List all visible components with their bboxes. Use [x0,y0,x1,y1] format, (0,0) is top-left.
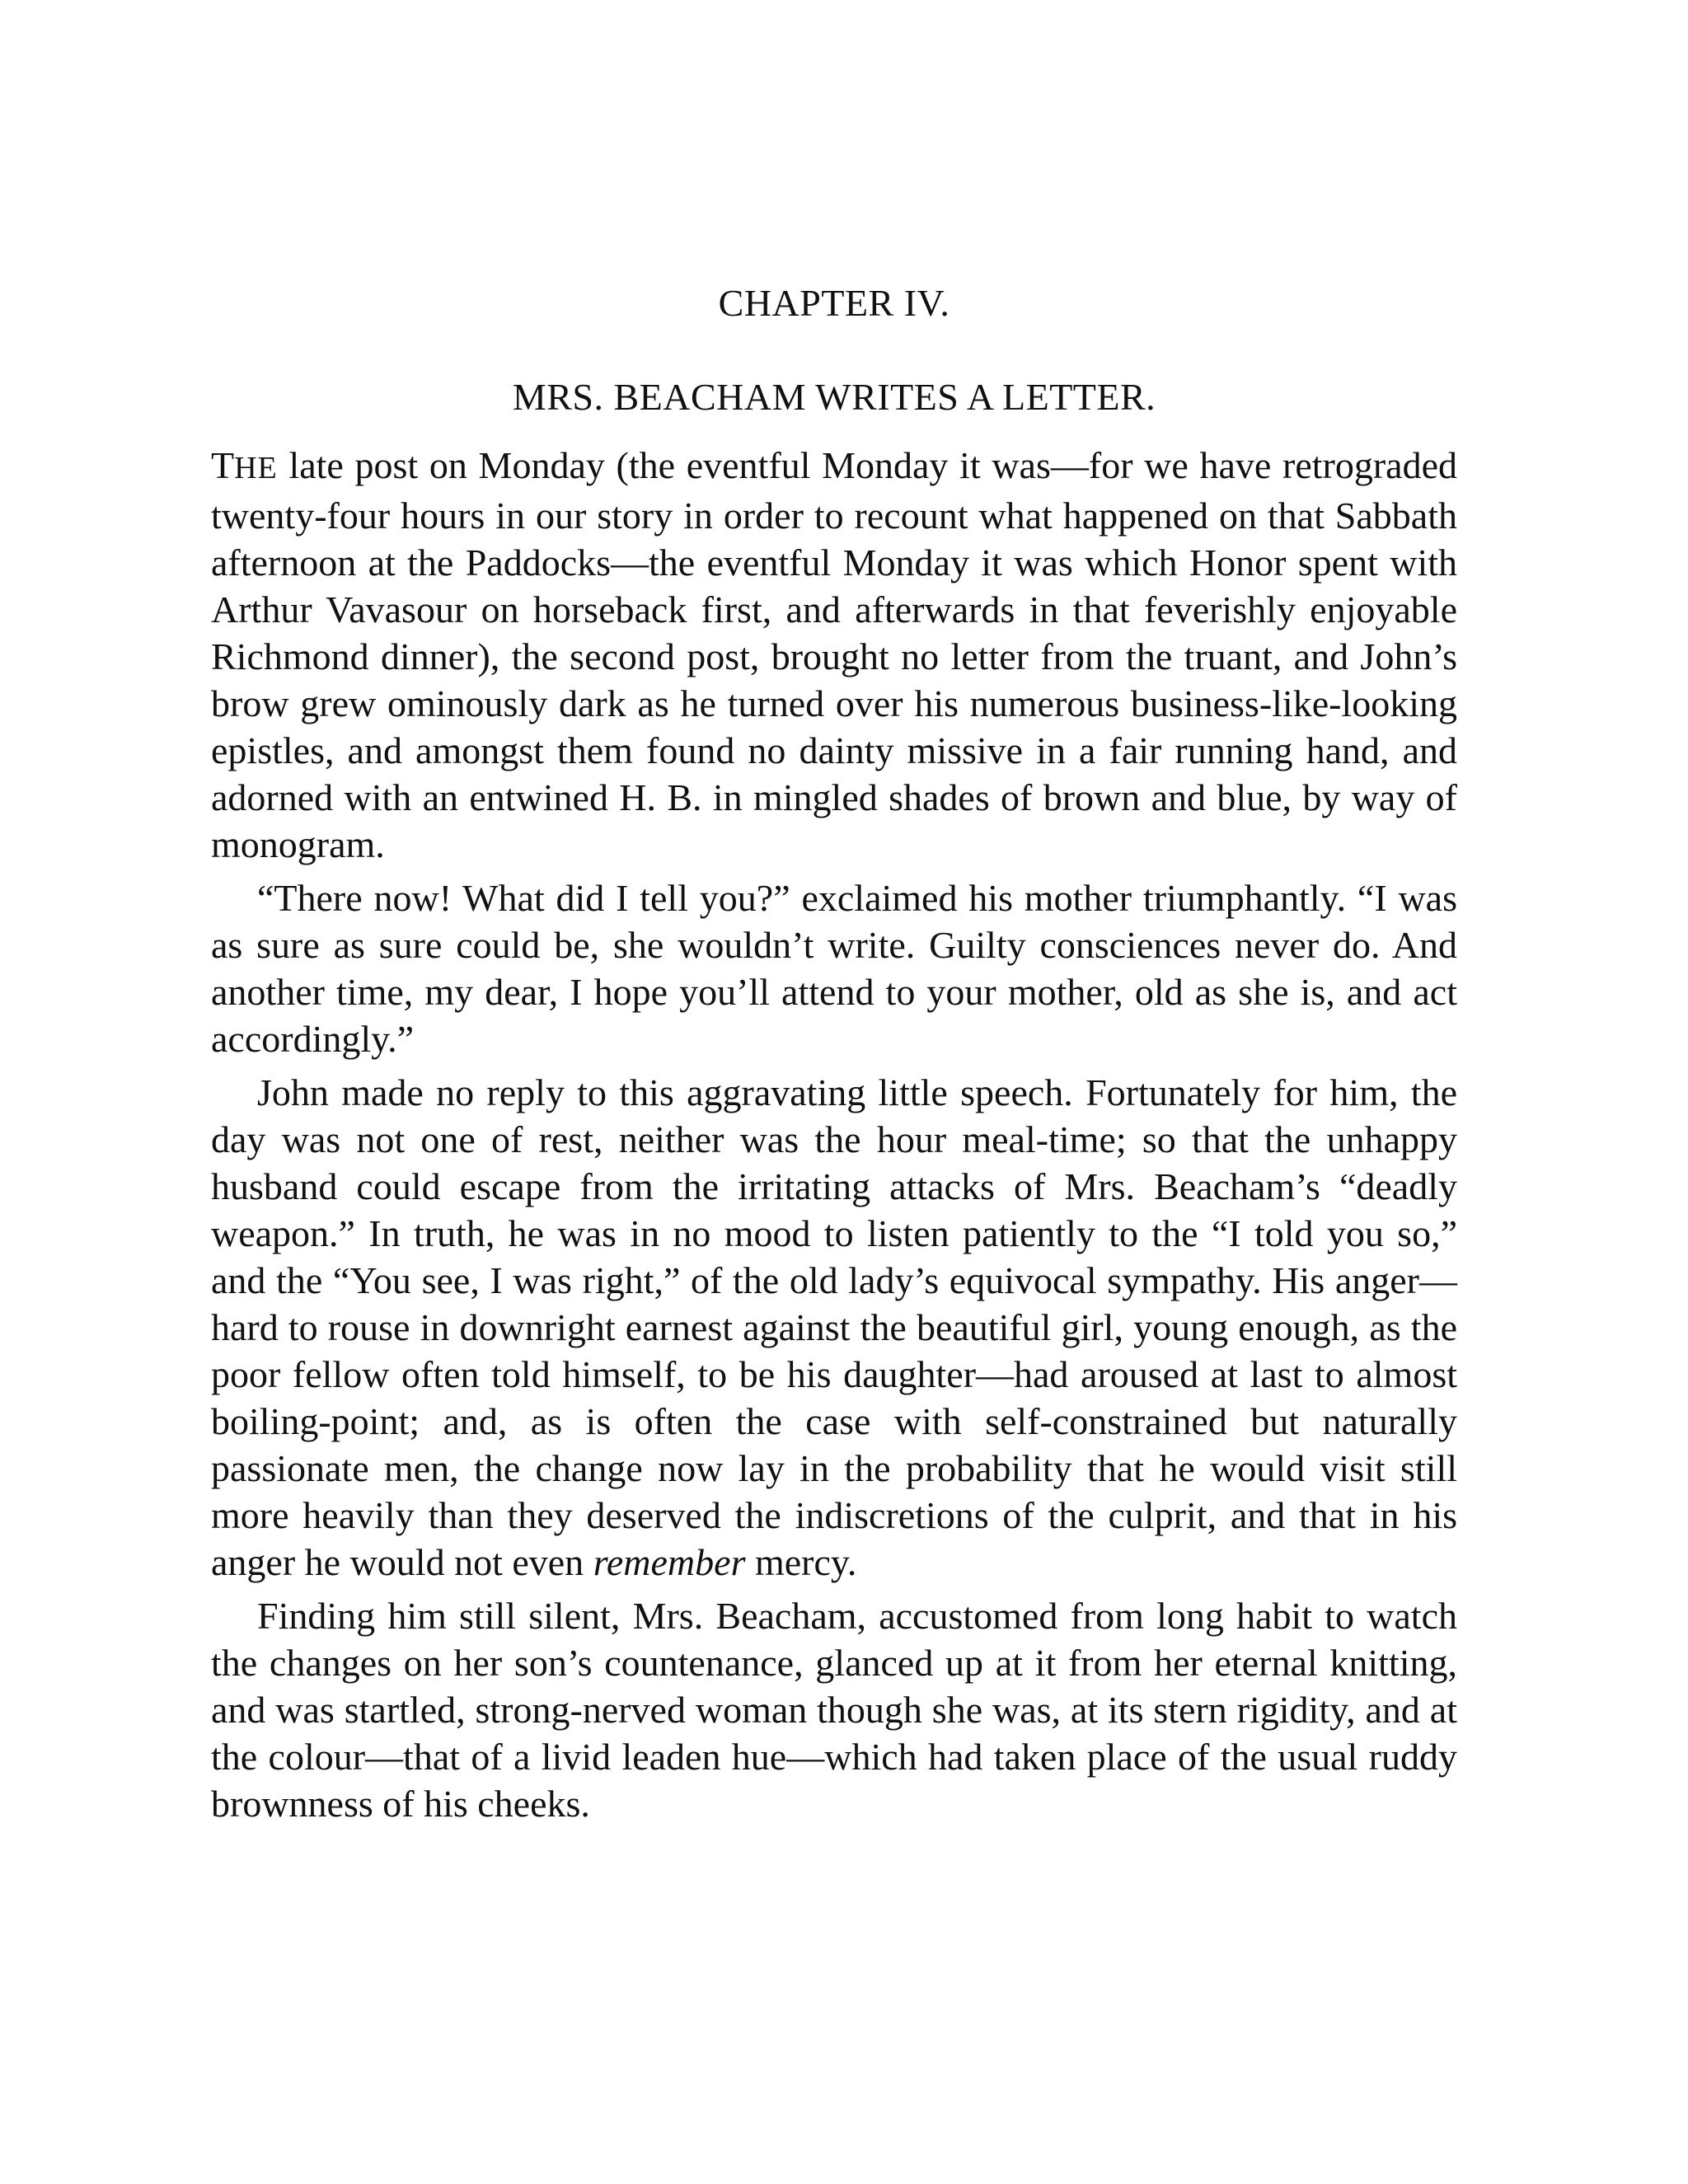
dropcap-first-letter: T [211,444,235,486]
smallcaps-word: HE [234,451,278,485]
paragraph-3-text-before: John made no reply to this aggravating little speech. Fortunately for him, the day was not one of rest, neither was the hour meal-time; so that the unhappy husband could escape from the irritating attacks of Mrs. Beacham’s “deadly weapon.” In truth, he was in no mood to listen patiently to the “I told you so,” and the “You see, I was right,” of the old lady’s equivocal sympathy. His anger—hard to rouse in downright earnest against the beautiful girl, young enough, as the poor fellow often told himself, to be his daughter—had aroused at last to almost boiling-point; and, as is often the case with self-constrained but naturally passionate men, the change now lay in the probability that he would visit still more heavily than they deserved the indiscretions of the culprit, and that in his anger he would not even [211,1071,1457,1583]
paragraph-3-text-after: mercy. [745,1541,857,1583]
paragraph-1 [211,442,1457,868]
book-page [211,280,1457,1834]
paragraph-4: Finding him still silent, Mrs. Beacham, accustomed from long habit to watch the changes on her son’s countenance, glanced up at it from her eternal knitting, and was startled, strong-nerved woman though she was, at its stern rigidity, and at the colour—that of a livid leaden hue—which had taken place of the usual ruddy brownness of his cheeks. [211,1595,1457,1825]
paragraph-1-text: late post on Monday (the eventful Monday it was—for we have retrograded twenty-four hours in our story in order to recount what happened on that Sabbath afternoon at the Paddocks—the eventful Monday it was which Honor spent with Arthur Vavasour on horseback first, and afterwards in that feverishly enjoyable Richmond dinner), the second post, brought no letter from the truant, and John’s brow grew ominously dark as he turned over his numerous business-like-looking epistles, and amongst them found no dainty missive in a fair running hand, and adorned with an entwined H. B. in mingled shades of brown and blue, by way of monogram. [211,444,1457,865]
chapter-title: MRS. BEACHAM WRITES A LETTER. [512,376,1156,418]
emphasis-word: remember [593,1541,746,1583]
paragraph-3 [211,1069,1457,1586]
chapter-number: CHAPTER IV. [718,282,950,324]
paragraph-2: “There now! What did I tell you?” exclaimed his mother triumphantly. “I was as sure as sure could be, she wouldn’t write. Guilty consciences never do. And another time, my dear, I hope you’ll attend to your mother, old as she is, and act accordingly.” [211,877,1457,1060]
